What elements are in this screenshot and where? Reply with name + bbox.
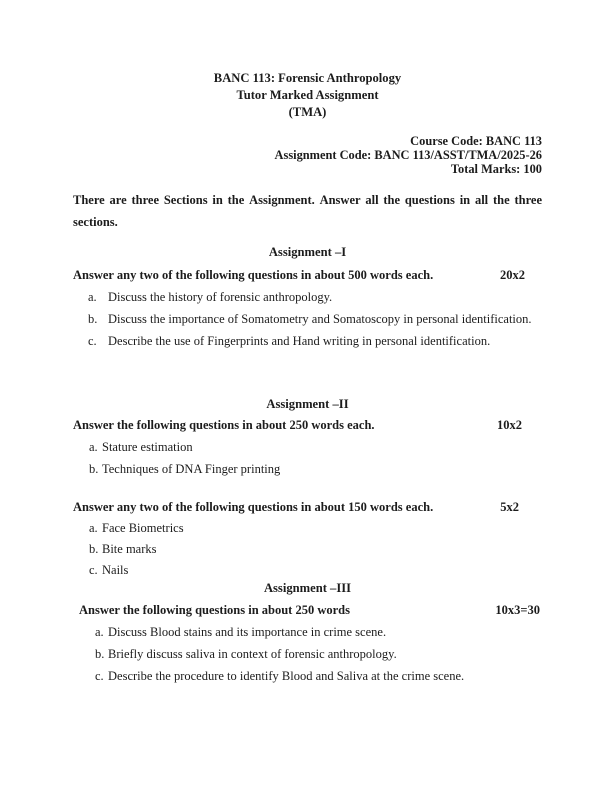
question-item (73, 458, 542, 480)
item-text: Discuss Blood stains and its importance in crime scene. (108, 625, 387, 639)
item-label: b. (89, 462, 99, 476)
total-marks: Total Marks: 100 (450, 162, 542, 176)
marks-label-4: 10x3=30 (495, 603, 540, 617)
item-label: c. (89, 563, 98, 577)
course-title: BANC 113: Forensic Anthropology (213, 71, 402, 85)
question-list-3 (73, 518, 542, 581)
question-item (73, 308, 542, 330)
meta-block (73, 134, 542, 176)
question-list-2 (73, 436, 542, 480)
assignment-type-title: Tutor Marked Assignment (236, 88, 379, 102)
item-text: Describe the procedure to identify Blood and Saliva at the crime scene. (108, 669, 465, 683)
intro-paragraph (73, 189, 542, 233)
instruction-text-3: Answer any two of the following questions in about 150 words each. (73, 500, 434, 514)
question-item (73, 665, 542, 687)
item-text: Techniques of DNA Finger printing (102, 462, 281, 476)
marks-label-2: 10x2 (497, 418, 522, 432)
section-heading-assignment-1: Assignment –I (268, 245, 347, 259)
instruction-text-4: Answer the following questions in about 250 words (79, 603, 350, 617)
item-label: b. (89, 542, 99, 556)
item-label: a. (89, 521, 98, 535)
instruction-row-4 (73, 599, 542, 621)
item-text: Describe the use of Fingerprints and Hand writing in personal identification. (108, 334, 491, 348)
instruction-text-1: Answer any two of the following questions in about 500 words each. (73, 268, 434, 282)
question-item (73, 643, 542, 665)
question-list-1 (73, 286, 542, 352)
item-text: Bite marks (102, 542, 157, 556)
instruction-row-3 (73, 496, 542, 518)
title-block (73, 0, 542, 121)
item-text: Stature estimation (102, 440, 193, 454)
course-code: Course Code: BANC 113 (410, 134, 542, 148)
item-label: b. (88, 312, 98, 326)
item-label: b. (95, 647, 105, 661)
item-text: Briefly discuss saliva in context of forensic anthropology. (108, 647, 397, 661)
item-text: Discuss the history of forensic anthropology. (108, 290, 333, 304)
item-label: c. (95, 669, 104, 683)
question-item (73, 621, 542, 643)
assignment-abbreviation: (TMA) (288, 105, 327, 119)
instruction-row-1 (73, 264, 542, 286)
item-label: c. (88, 334, 97, 348)
question-item (73, 286, 542, 308)
item-label: a. (95, 625, 104, 639)
page-content (73, 0, 542, 687)
item-text: Discuss the importance of Somatometry and Somatoscopy in personal identification. (108, 312, 532, 326)
item-label: a. (88, 290, 97, 304)
section-heading-assignment-3: Assignment –III (263, 581, 352, 595)
question-item (73, 330, 542, 352)
intro-line-1: There are three Sections in the Assignment. Answer all the questions in all the three (73, 193, 542, 207)
assignment-code: Assignment Code: BANC 113/ASST/TMA/2025-26 (274, 148, 542, 162)
question-list-4 (73, 621, 542, 687)
marks-label-3: 5x2 (500, 500, 519, 514)
marks-label-1: 20x2 (500, 268, 525, 282)
question-item (73, 518, 542, 539)
item-text: Face Biometrics (102, 521, 184, 535)
question-item (73, 539, 542, 560)
item-label: a. (89, 440, 98, 454)
item-text: Nails (102, 563, 129, 577)
instruction-text-2: Answer the following questions in about 250 words each. (73, 418, 375, 432)
intro-line-2: sections. (73, 215, 118, 229)
section-heading-assignment-2: Assignment –II (266, 397, 349, 411)
question-item (73, 436, 542, 458)
instruction-row-2 (73, 414, 542, 436)
